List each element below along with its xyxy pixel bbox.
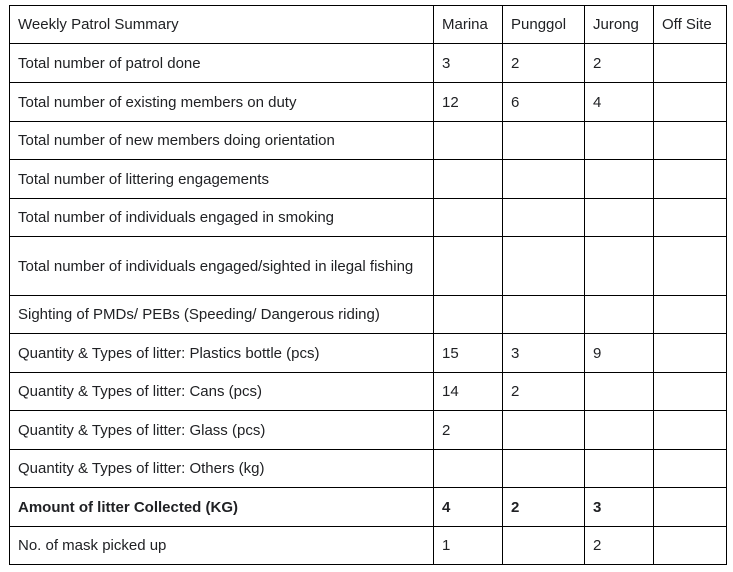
table-row — [10, 237, 727, 296]
table-row — [10, 199, 727, 237]
table-row — [10, 450, 727, 488]
table-row — [10, 44, 727, 83]
row-label: Quantity & Types of litter: Plastics bottle (pcs) — [10, 334, 434, 373]
cell-punggol — [503, 122, 585, 160]
row-label: Quantity & Types of litter: Others (kg) — [10, 450, 434, 488]
cell-marina — [434, 199, 503, 237]
cell-punggol — [503, 199, 585, 237]
cell-jurong: 2 — [585, 527, 654, 565]
row-label: Total number of existing members on duty — [10, 83, 434, 122]
cell-jurong: 3 — [585, 488, 654, 527]
row-label: Total number of individuals engaged/sighted in ilegal fishing — [10, 237, 434, 296]
table-header-row — [10, 6, 727, 44]
cell-marina: 2 — [434, 411, 503, 450]
cell-punggol: 3 — [503, 334, 585, 373]
row-label: Total number of new members doing orientation — [10, 122, 434, 160]
cell-jurong — [585, 411, 654, 450]
cell-off-site — [654, 488, 727, 527]
cell-jurong: 2 — [585, 44, 654, 83]
cell-jurong: 4 — [585, 83, 654, 122]
column-header-marina: Marina — [434, 6, 503, 44]
cell-marina: 4 — [434, 488, 503, 527]
cell-marina — [434, 122, 503, 160]
cell-off-site — [654, 160, 727, 199]
weekly-patrol-summary-table — [9, 5, 727, 565]
cell-marina — [434, 296, 503, 334]
cell-off-site — [654, 334, 727, 373]
row-label: Total number of patrol done — [10, 44, 434, 83]
cell-punggol: 2 — [503, 44, 585, 83]
cell-punggol: 2 — [503, 488, 585, 527]
cell-marina: 1 — [434, 527, 503, 565]
table-row — [10, 334, 727, 373]
cell-off-site — [654, 411, 727, 450]
row-label: Amount of litter Collected (KG) — [10, 488, 434, 527]
cell-punggol — [503, 296, 585, 334]
row-label: No. of mask picked up — [10, 527, 434, 565]
row-label: Sighting of PMDs/ PEBs (Speeding/ Dangerous riding) — [10, 296, 434, 334]
cell-jurong: 9 — [585, 334, 654, 373]
cell-jurong — [585, 160, 654, 199]
row-label: Quantity & Types of litter: Cans (pcs) — [10, 373, 434, 411]
cell-jurong — [585, 122, 654, 160]
cell-punggol — [503, 411, 585, 450]
table-title: Weekly Patrol Summary — [10, 6, 434, 44]
cell-off-site — [654, 373, 727, 411]
cell-jurong — [585, 237, 654, 296]
cell-jurong — [585, 373, 654, 411]
cell-marina: 15 — [434, 334, 503, 373]
cell-marina — [434, 237, 503, 296]
table-row — [10, 83, 727, 122]
table-row — [10, 527, 727, 565]
cropped-text-line — [0, 0, 733, 4]
cell-punggol — [503, 160, 585, 199]
row-label: Total number of individuals engaged in smoking — [10, 199, 434, 237]
row-label: Total number of littering engagements — [10, 160, 434, 199]
table-row — [10, 411, 727, 450]
cell-punggol: 2 — [503, 373, 585, 411]
cell-jurong — [585, 296, 654, 334]
cell-marina: 12 — [434, 83, 503, 122]
table-row — [10, 160, 727, 199]
cell-punggol: 6 — [503, 83, 585, 122]
cell-off-site — [654, 199, 727, 237]
cell-marina: 14 — [434, 373, 503, 411]
cell-marina — [434, 160, 503, 199]
cell-jurong — [585, 450, 654, 488]
table-row — [10, 122, 727, 160]
cell-off-site — [654, 237, 727, 296]
cell-off-site — [654, 527, 727, 565]
table-row — [10, 296, 727, 334]
column-header-jurong: Jurong — [585, 6, 654, 44]
cell-off-site — [654, 296, 727, 334]
cell-marina: 3 — [434, 44, 503, 83]
cell-off-site — [654, 44, 727, 83]
cell-punggol — [503, 527, 585, 565]
column-header-punggol: Punggol — [503, 6, 585, 44]
cell-jurong — [585, 199, 654, 237]
cell-punggol — [503, 450, 585, 488]
cell-off-site — [654, 450, 727, 488]
table-row-total — [10, 488, 727, 527]
column-header-off-site: Off Site — [654, 6, 727, 44]
cell-punggol — [503, 237, 585, 296]
table-row — [10, 373, 727, 411]
cell-marina — [434, 450, 503, 488]
row-label: Quantity & Types of litter: Glass (pcs) — [10, 411, 434, 450]
cell-off-site — [654, 122, 727, 160]
cell-off-site — [654, 83, 727, 122]
